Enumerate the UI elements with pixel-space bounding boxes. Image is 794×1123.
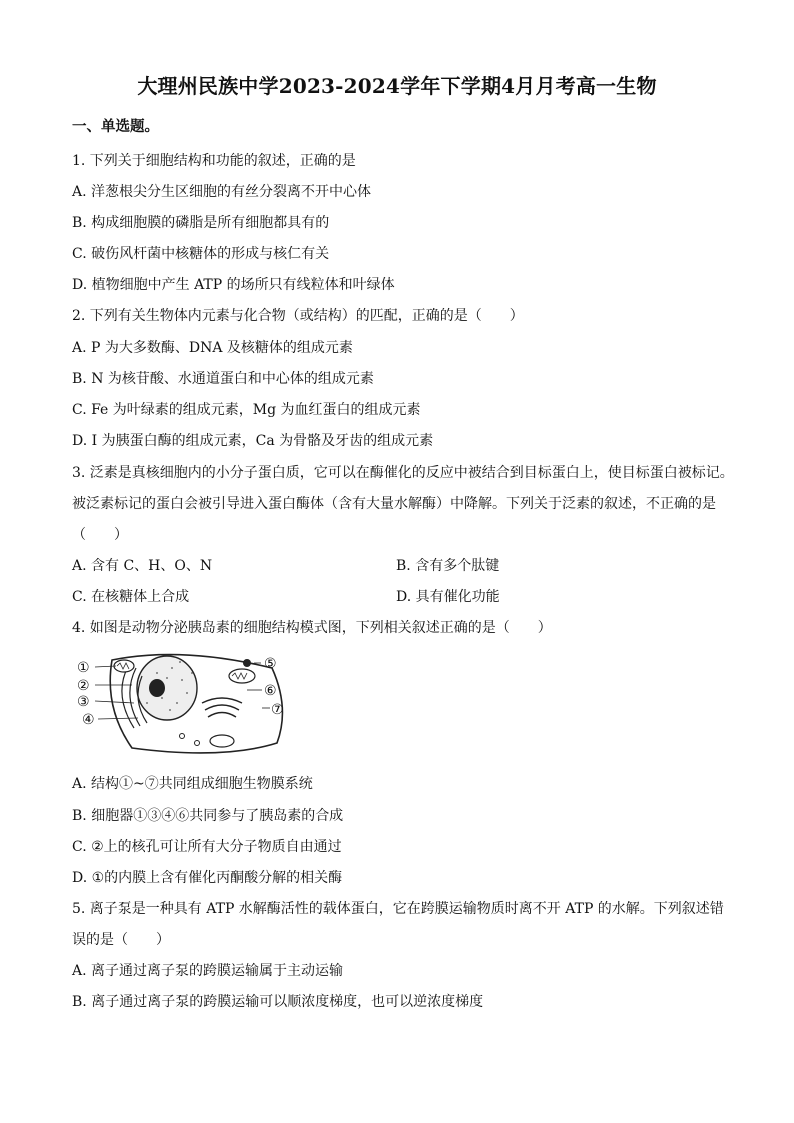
label-4: ④ [82,712,95,728]
q2-option-b: B. N 为核苷酸、水通道蛋白和中心体的组成元素 [72,371,374,387]
q3-option-b: B. 含有多个肽键 [396,558,500,574]
label-2: ② [77,678,90,694]
q1-option-d: D. 植物细胞中产生 ATP 的场所只有线粒体和叶绿体 [72,277,395,293]
q5-option-b: B. 离子通过离子泵的跨膜运输可以顺浓度梯度，也可以逆浓度梯度 [72,994,484,1010]
q4-stem: 4. 如图是动物分泌胰岛素的细胞结构模式图，下列相关叙述正确的是（ ） [72,620,552,636]
q5-stem-line2: 误的是（ ） [72,932,170,948]
mitochondrion-3 [210,735,234,747]
nucleus [137,656,197,720]
exam-title: 大理州民族中学2023-2024学年下学期4月月考高一生物 [137,74,657,98]
q2-option-a: A. P 为大多数酶、DNA 及核糖体的组成元素 [72,340,353,356]
q4-option-c: C. ②上的核孔可让所有大分子物质自由通过 [72,839,342,855]
q3-stem-line2: 被泛素标记的蛋白会被引导进入蛋白酶体（含有大量水解酶）中降解。下列关于泛素的叙述，不正确的是 [72,496,716,512]
label-1: ① [77,660,90,676]
mitochondrion-2 [229,669,255,683]
q4-option-a: A. 结构①~⑦共同组成细胞生物膜系统 [72,776,313,792]
q1-stem: 1. 下列关于细胞结构和功能的叙述，正确的是 [72,153,356,169]
label-5: ⑤ [264,656,277,672]
cell-diagram [72,648,292,763]
nucleolus [149,679,165,697]
q5-option-a: A. 离子通过离子泵的跨膜运输属于主动运输 [72,963,344,979]
section-heading: 一、单选题。 [72,118,159,135]
q2-stem: 2. 下列有关生物体内元素与化合物（或结构）的匹配，正确的是（ ） [72,308,524,324]
q3-option-c: C. 在核糖体上合成 [72,589,190,605]
q1-option-c: C. 破伤风杆菌中核糖体的形成与核仁有关 [72,246,330,262]
cell-membrane [110,655,282,753]
q2-option-c: C. Fe 为叶绿素的组成元素，Mg 为血红蛋白的组成元素 [72,402,421,418]
label-3: ③ [77,694,90,710]
cell-structure-figure [72,648,292,763]
q5-stem-line1: 5. 离子泵是一种具有 ATP 水解酶活性的载体蛋白，它在跨膜运输物质时离不开 ATP 的水解。下列叙述错 [72,901,724,917]
q1-option-a: A. 洋葱根尖分生区细胞的有丝分裂离不开中心体 [72,184,372,200]
label-7: ⑦ [271,702,284,718]
q4-option-b: B. 细胞器①③④⑥共同参与了胰岛素的合成 [72,808,344,824]
q1-option-b: B. 构成细胞膜的磷脂是所有细胞都具有的 [72,215,330,231]
q3-stem-line1: 3. 泛素是真核细胞内的小分子蛋白质，它可以在酶催化的反应中被结合到目标蛋白上，使目标蛋白被标记。 [72,465,734,481]
secretory-vesicle [243,659,251,667]
golgi-apparatus [202,698,242,717]
q3-stem-line3: （ ） [72,527,128,543]
label-6: ⑥ [264,683,277,699]
q3-option-a: A. 含有 C、H、O、N [72,558,213,574]
q2-option-d: D. I 为胰蛋白酶的组成元素，Ca 为骨骼及牙齿的组成元素 [72,433,434,449]
q4-option-d: D. ①的内膜上含有催化丙酮酸分解的相关酶 [72,870,343,886]
q3-option-d: D. 具有催化功能 [396,589,500,605]
